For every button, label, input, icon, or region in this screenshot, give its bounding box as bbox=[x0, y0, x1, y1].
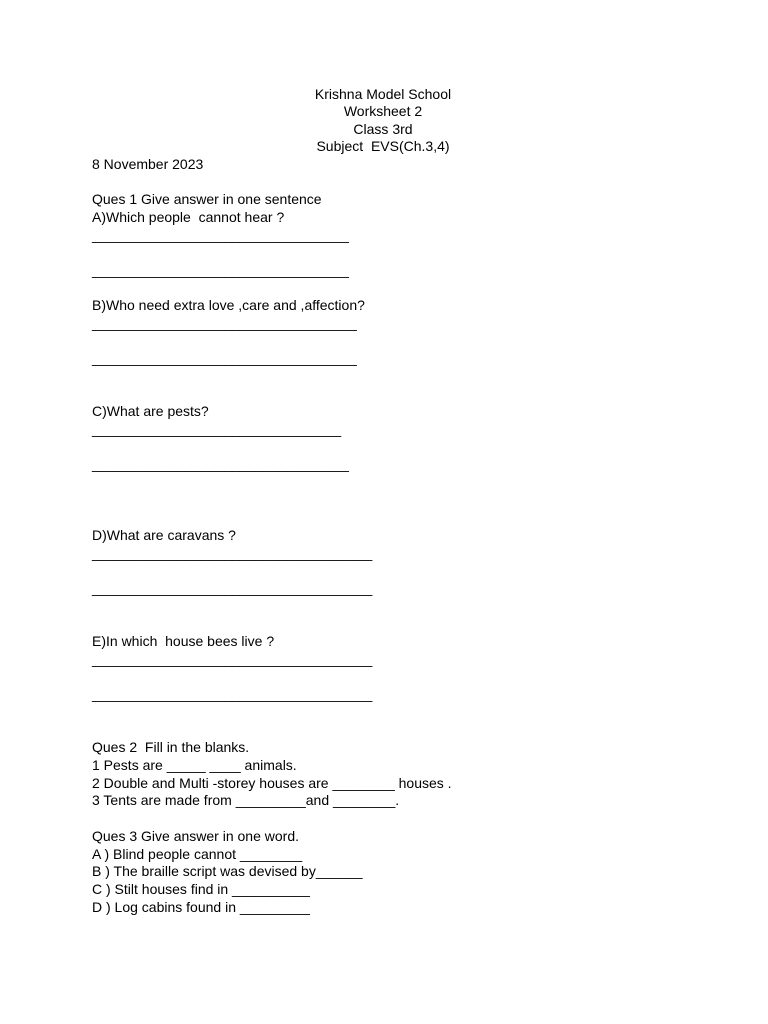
answer-line: _________________________________ bbox=[92, 456, 349, 472]
answer-line: __________________________________ bbox=[92, 315, 357, 331]
question-1e: E)In which house bees live ? bbox=[92, 633, 275, 649]
fill-blank-item: 3 Tents are made from _________and ________. bbox=[92, 792, 400, 808]
answer-line: ________________________________ bbox=[92, 421, 342, 437]
answer-line: ____________________________________ bbox=[92, 651, 373, 667]
answer-line: ____________________________________ bbox=[92, 545, 373, 561]
answer-line: __________________________________ bbox=[92, 350, 357, 366]
question-1b: B)Who need extra love ,care and ,affection? bbox=[92, 297, 365, 313]
fill-blank-item: 1 Pests are _____ ____ animals. bbox=[92, 757, 297, 773]
worksheet-title: Worksheet 2 bbox=[343, 103, 423, 119]
answer-line: ____________________________________ bbox=[92, 686, 373, 702]
one-word-item: A ) Blind people cannot ________ bbox=[92, 846, 303, 862]
answer-line: _________________________________ bbox=[92, 262, 349, 278]
fill-blank-item: 2 Double and Multi -storey houses are ________ houses . bbox=[92, 775, 452, 791]
one-word-item: D ) Log cabins found in _________ bbox=[92, 899, 310, 915]
question-1d: D)What are caravans ? bbox=[92, 527, 236, 543]
question-1a: A)Which people cannot hear ? bbox=[92, 209, 285, 225]
subject-label: Subject EVS(Ch.3,4) bbox=[316, 138, 450, 154]
class-label: Class 3rd bbox=[353, 121, 413, 137]
school-name: Krishna Model School bbox=[314, 86, 452, 102]
one-word-item: C ) Stilt houses find in __________ bbox=[92, 881, 310, 897]
worksheet-date: 8 November 2023 bbox=[92, 156, 204, 172]
question-1c: C)What are pests? bbox=[92, 403, 209, 419]
answer-line: _________________________________ bbox=[92, 227, 349, 243]
question-3-title: Ques 3 Give answer in one word. bbox=[92, 828, 299, 844]
question-1-title: Ques 1 Give answer in one sentence bbox=[92, 191, 322, 207]
one-word-item: B ) The braille script was devised by______ bbox=[92, 863, 363, 879]
question-2-title: Ques 2 Fill in the blanks. bbox=[92, 739, 250, 755]
answer-line: ____________________________________ bbox=[92, 580, 373, 596]
